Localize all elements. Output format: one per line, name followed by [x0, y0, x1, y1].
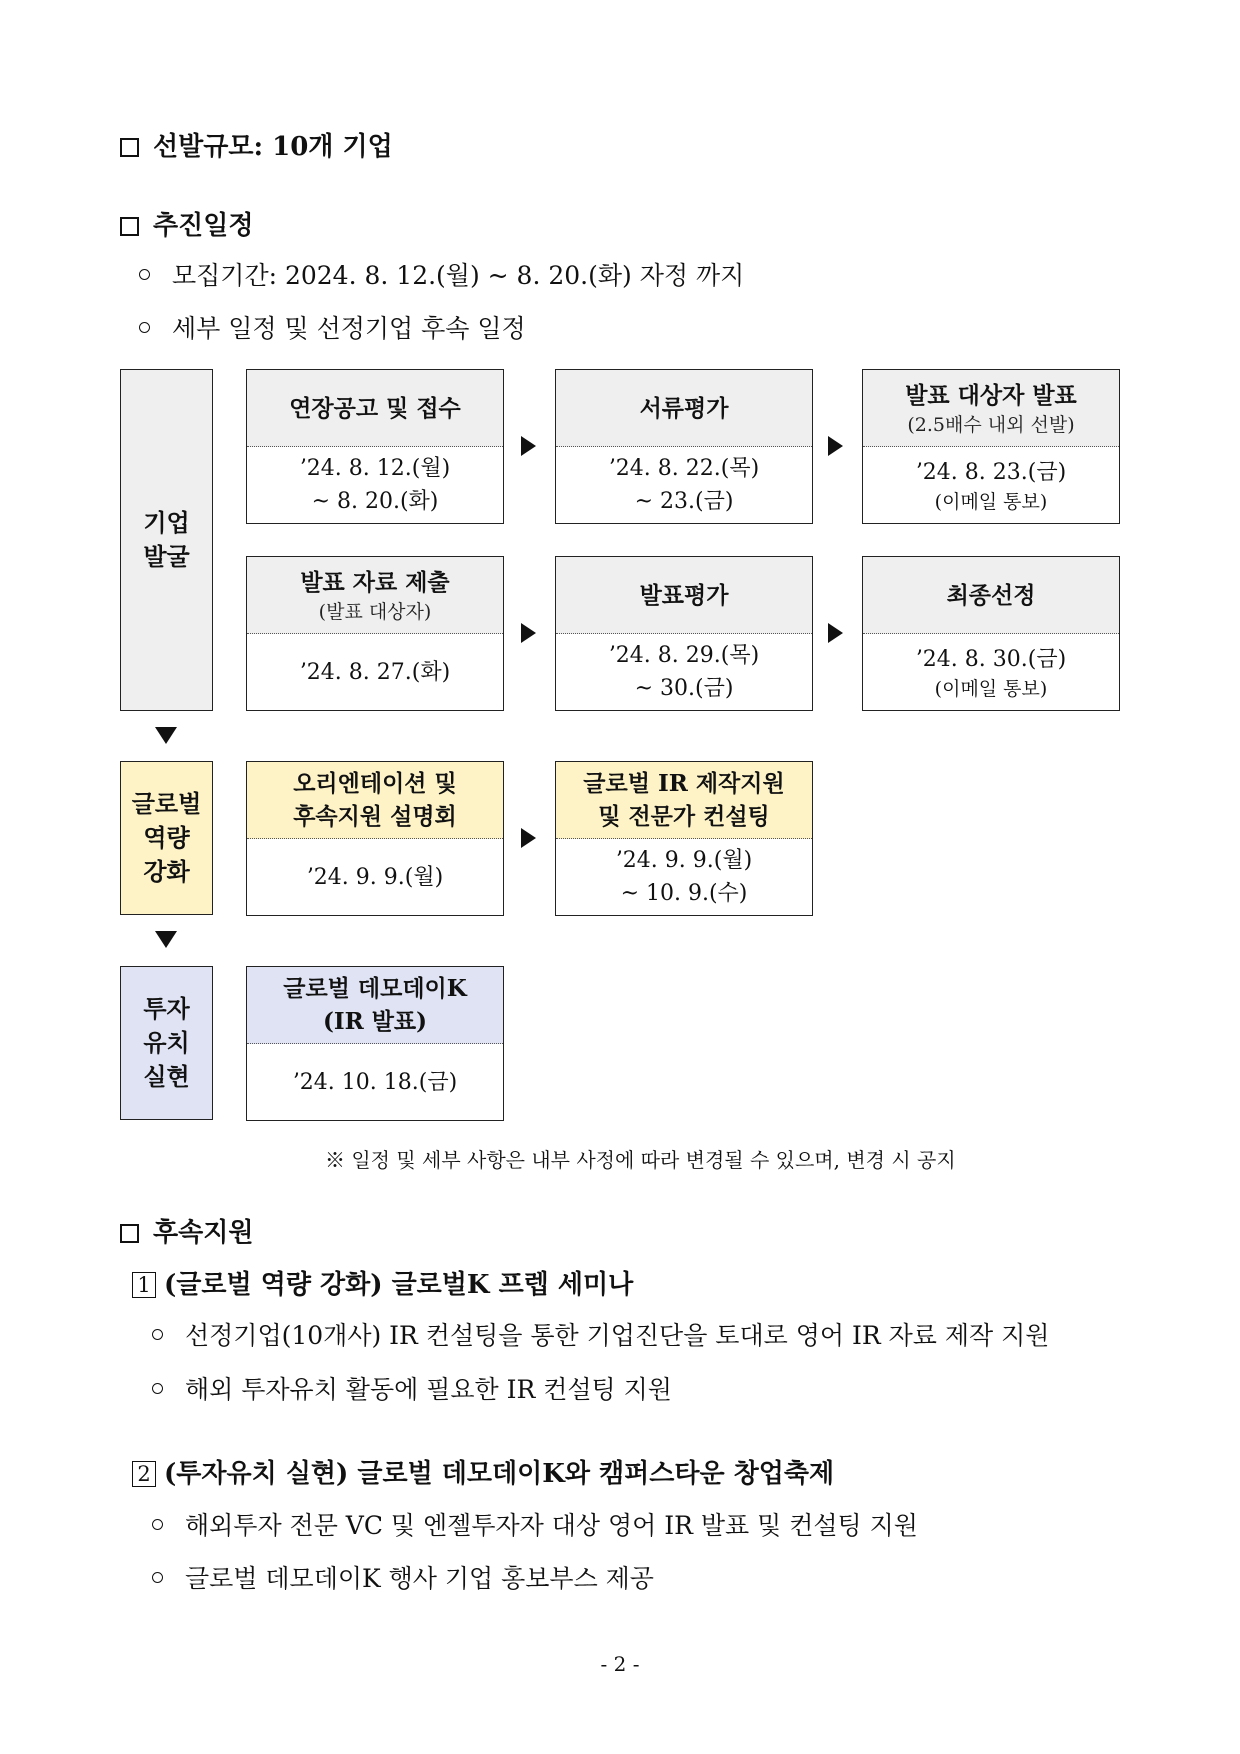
down-arrow-icon	[155, 931, 177, 948]
flow-box-orientation: 오리엔테이션 및 후속지원 설명회 ’24. 9. 9.(월)	[246, 761, 504, 916]
support-1-item-1: 선정기업(10개사) IR 컨설팅을 통한 기업진단을 토대로 영어 IR 자료 제작 지원	[152, 1316, 1049, 1352]
support-heading-1: 1 (글로벌 역량 강화) 글로벌K 프렙 세미나	[132, 1264, 633, 1301]
support-2-item-2: 글로벌 데모데이K 행사 기업 홍보부스 제공	[152, 1559, 654, 1595]
flow-box-final-selection: 최종선정 ’24. 8. 30.(금) (이메일 통보)	[862, 556, 1120, 711]
flow-box-presentation-review: 발표평가 ’24. 8. 29.(목) ~ 30.(금)	[555, 556, 813, 711]
circle-bullet-icon	[152, 1329, 163, 1340]
schedule-item-detail: 세부 일정 및 선정기업 후속 일정	[139, 309, 526, 345]
section-heading-selection: 선발규모: 10개 기업	[120, 126, 393, 163]
category-investment: 투자 유치 실현	[120, 966, 213, 1120]
checkbox-square-icon	[120, 138, 139, 157]
flow-box-application: 연장공고 및 접수 ’24. 8. 12.(월) ~ 8. 20.(화)	[246, 369, 504, 524]
category-global-capacity: 글로벌 역량 강화	[120, 761, 213, 915]
section-heading-schedule: 추진일정	[120, 205, 253, 242]
support-1-item-2: 해외 투자유치 활동에 필요한 IR 컨설팅 지원	[152, 1370, 672, 1406]
down-arrow-icon	[155, 727, 177, 744]
right-arrow-icon	[521, 436, 536, 456]
right-arrow-icon	[828, 623, 843, 643]
circle-bullet-icon	[139, 322, 150, 333]
page-number: - 2 -	[600, 1652, 640, 1676]
support-2-item-1: 해외투자 전문 VC 및 엔젤투자자 대상 영어 IR 발표 및 컨설팅 지원	[152, 1506, 918, 1542]
right-arrow-icon	[521, 828, 536, 848]
number-box: 1	[132, 1272, 156, 1298]
circle-bullet-icon	[152, 1383, 163, 1394]
number-box: 2	[132, 1461, 156, 1487]
circle-bullet-icon	[152, 1572, 163, 1583]
checkbox-square-icon	[120, 217, 139, 236]
category-company-discovery: 기업 발굴	[120, 369, 213, 711]
flow-box-material-submission: 발표 자료 제출 (발표 대상자) ’24. 8. 27.(화)	[246, 556, 504, 711]
schedule-item-period: 모집기간: 2024. 8. 12.(월) ~ 8. 20.(화) 자정 까지	[139, 256, 744, 292]
schedule-note: ※ 일정 및 세부 사항은 내부 사정에 따라 변경될 수 있으며, 변경 시 공지	[325, 1148, 956, 1172]
support-heading-2: 2 (투자유치 실현) 글로벌 데모데이K와 캠퍼스타운 창업축제	[132, 1453, 834, 1490]
flow-box-document-review: 서류평가 ’24. 8. 22.(목) ~ 23.(금)	[555, 369, 813, 524]
right-arrow-icon	[828, 436, 843, 456]
checkbox-square-icon	[120, 1224, 139, 1243]
flow-box-ir-consulting: 글로벌 IR 제작지원 및 전문가 컨설팅 ’24. 9. 9.(월) ~ 10. 9.(수)	[555, 761, 813, 916]
right-arrow-icon	[521, 623, 536, 643]
flow-box-demoday: 글로벌 데모데이K (IR 발표) ’24. 10. 18.(금)	[246, 966, 504, 1121]
circle-bullet-icon	[152, 1519, 163, 1530]
section-heading-followup: 후속지원	[120, 1212, 253, 1249]
flow-box-presenter-announcement: 발표 대상자 발표 (2.5배수 내외 선발) ’24. 8. 23.(금) (이메일 통보)	[862, 369, 1120, 524]
circle-bullet-icon	[139, 269, 150, 280]
